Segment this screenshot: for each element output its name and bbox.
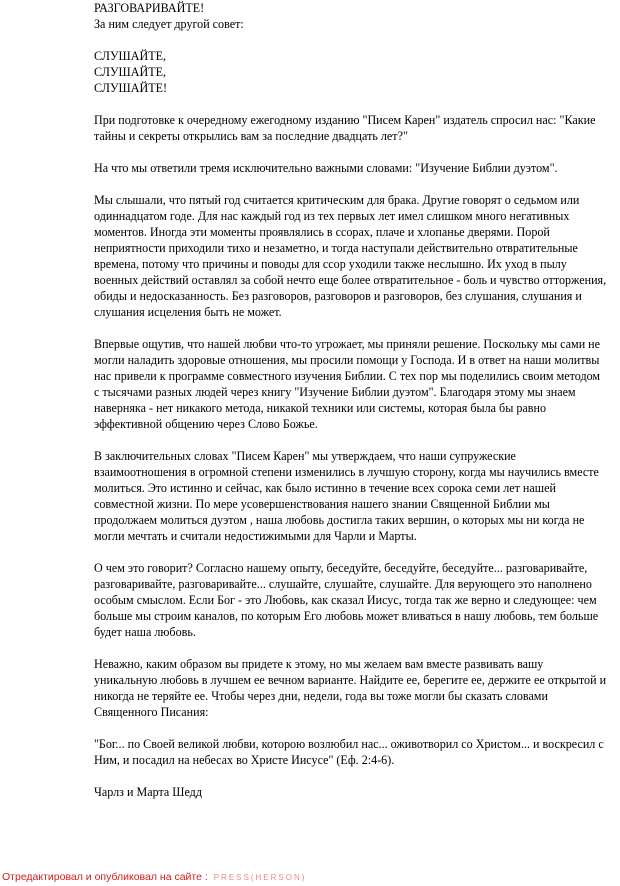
text-line: уникальную любовь в лучшем ее вечном варианте. Найдите ее, берегите ее, держите ее открытой и [94, 673, 607, 687]
intro-line: За ним следует другой совет: [94, 17, 244, 31]
footer-text: Отредактировал и опубликовал на сайте : [2, 871, 208, 883]
listen-line: СЛУШАЙТЕ, [94, 65, 166, 79]
text-line: Впервые ощутив, что нашей любви что-то угрожает, мы приняли решение. Поскольку мы сами не [94, 337, 601, 351]
text-line: слушания исцеления быть не может. [94, 305, 282, 319]
text-line: времена, потому что причины и поводы для ссор уходили также неслышно. Их уход в пылу [94, 257, 567, 271]
text-line: нас привели к программе совместного изучения Библии. С тех пор мы поделились своим методом [94, 369, 601, 383]
intro-block [94, 0, 614, 32]
text-line: Мы слышали, что пятый год считается критическим для брака. Другие говорят о седьмом или [94, 193, 580, 207]
text-line: с тысячами разных людей через книгу "Изучение Библии дуэтом". Благодаря этому мы знаем [94, 385, 576, 399]
text-line: эффективной общению через Слово Божье. [94, 417, 318, 431]
document-body [94, 0, 614, 816]
footer-brand-link[interactable]: PRESS(HERSON) [213, 873, 307, 882]
text-line: Неважно, каким образом вы придете к этому, но мы желаем вам вместе развивать вашу [94, 657, 544, 671]
text-line: разговаривайте, разговаривайте... слушайте, слушайте, слушайте. Для верующего это наполнено [94, 577, 592, 591]
publisher-footer [2, 871, 306, 884]
text-line: обиды и недосказанность. Без разговоров, разговоров и разговоров, без слушания, слушания и [94, 289, 582, 303]
paragraph-critical-year [94, 192, 614, 320]
text-line: могли мечтать и считали недостижимыми для Чарли и Марты. [94, 529, 417, 543]
text-line: наверняка - нет никакого метода, никакой техники или системы, которая была бы равно [94, 401, 546, 415]
paragraph-decision [94, 336, 614, 432]
text-line: неприятности приходили тихо и незаметно, и тогда наступали действительно отвратительные [94, 241, 578, 255]
listen-block [94, 48, 614, 96]
text-line: При подготовке к очередному ежегодному изданию "Писем Карен" издатель спросил нас: "Какие [94, 113, 596, 127]
text-line: В заключительных словах "Писем Карен" мы утверждаем, что наши супружеские [94, 449, 516, 463]
text-line: Ним, и посадил на небесах во Христе Иисусе" (Еф. 2:4-6). [94, 753, 395, 767]
text-line: особым смыслом. Если Бог - это Любовь, как сказал Иисус, тогда так же верно и следующее: чем [94, 593, 597, 607]
text-line: моментов. Иногда эти моменты проявлялись в ссорах, плаче и хлопанье дверями. Порой [94, 225, 550, 239]
paragraph-answer [94, 160, 614, 176]
text-line: совместной жизни. По мере усовершенствования нашего знании Священной Библии мы [94, 497, 550, 511]
paragraph-wish [94, 656, 614, 720]
text-line: взаимоотношения в огромной степени изменились в лучшую сторону, когда мы научились вместе [94, 465, 599, 479]
text-line: военных действий оставлял за собой нечто еще более отвратительное - боль и чувство отторжения, [94, 273, 607, 287]
text-line: одиннадцатом годе. Для нас каждый год из тех первых лет имел слишком много негативных [94, 209, 570, 223]
listen-line: СЛУШАЙТЕ, [94, 49, 166, 63]
text-line: никогда не теряйте ее. Чтобы через дни, недели, года вы тоже могли бы сказать словами [94, 689, 548, 703]
paragraph-scripture-quote [94, 736, 614, 768]
text-line: О чем это говорит? Согласно нашему опыту, беседуйте, беседуйте, беседуйте... разговаривайте, [94, 561, 588, 575]
text-line: тайны и секреты открылись вам за последние двадцать лет?" [94, 129, 408, 143]
text-line: Чарлз и Марта Шедд [94, 785, 202, 799]
text-line: Священного Писания: [94, 705, 209, 719]
paragraph-meaning [94, 560, 614, 640]
paragraph-closing-words [94, 448, 614, 544]
text-line: На что мы ответили тремя исключительно важными словами: "Изучение Библии дуэтом". [94, 161, 558, 175]
signature-authors [94, 784, 614, 800]
text-line: "Бог... по Своей великой любви, которою возлюбил нас... оживотворил со Христом... и воскресил с [94, 737, 604, 751]
paragraph-publisher-question [94, 112, 614, 144]
text-line: продолжаем молиться дуэтом , наша любовь достигла таких вершин, о которых мы ни когда не [94, 513, 585, 527]
text-line: молиться. Это истинно и сейчас, как было истинно в течение всех сорока семи лет нашей [94, 481, 556, 495]
text-line: могли наладить здоровые отношения, мы просили помощи у Господа. И в ответ на наши молитвы [94, 353, 600, 367]
listen-line: СЛУШАЙТЕ! [94, 81, 167, 95]
text-line: будет наша любовь. [94, 625, 196, 639]
intro-line: РАЗГОВАРИВАЙТЕ! [94, 1, 205, 15]
text-line: больше мы строим каналов, по которым Его любовь может вливаться в нашу любовь, тем больше [94, 609, 599, 623]
